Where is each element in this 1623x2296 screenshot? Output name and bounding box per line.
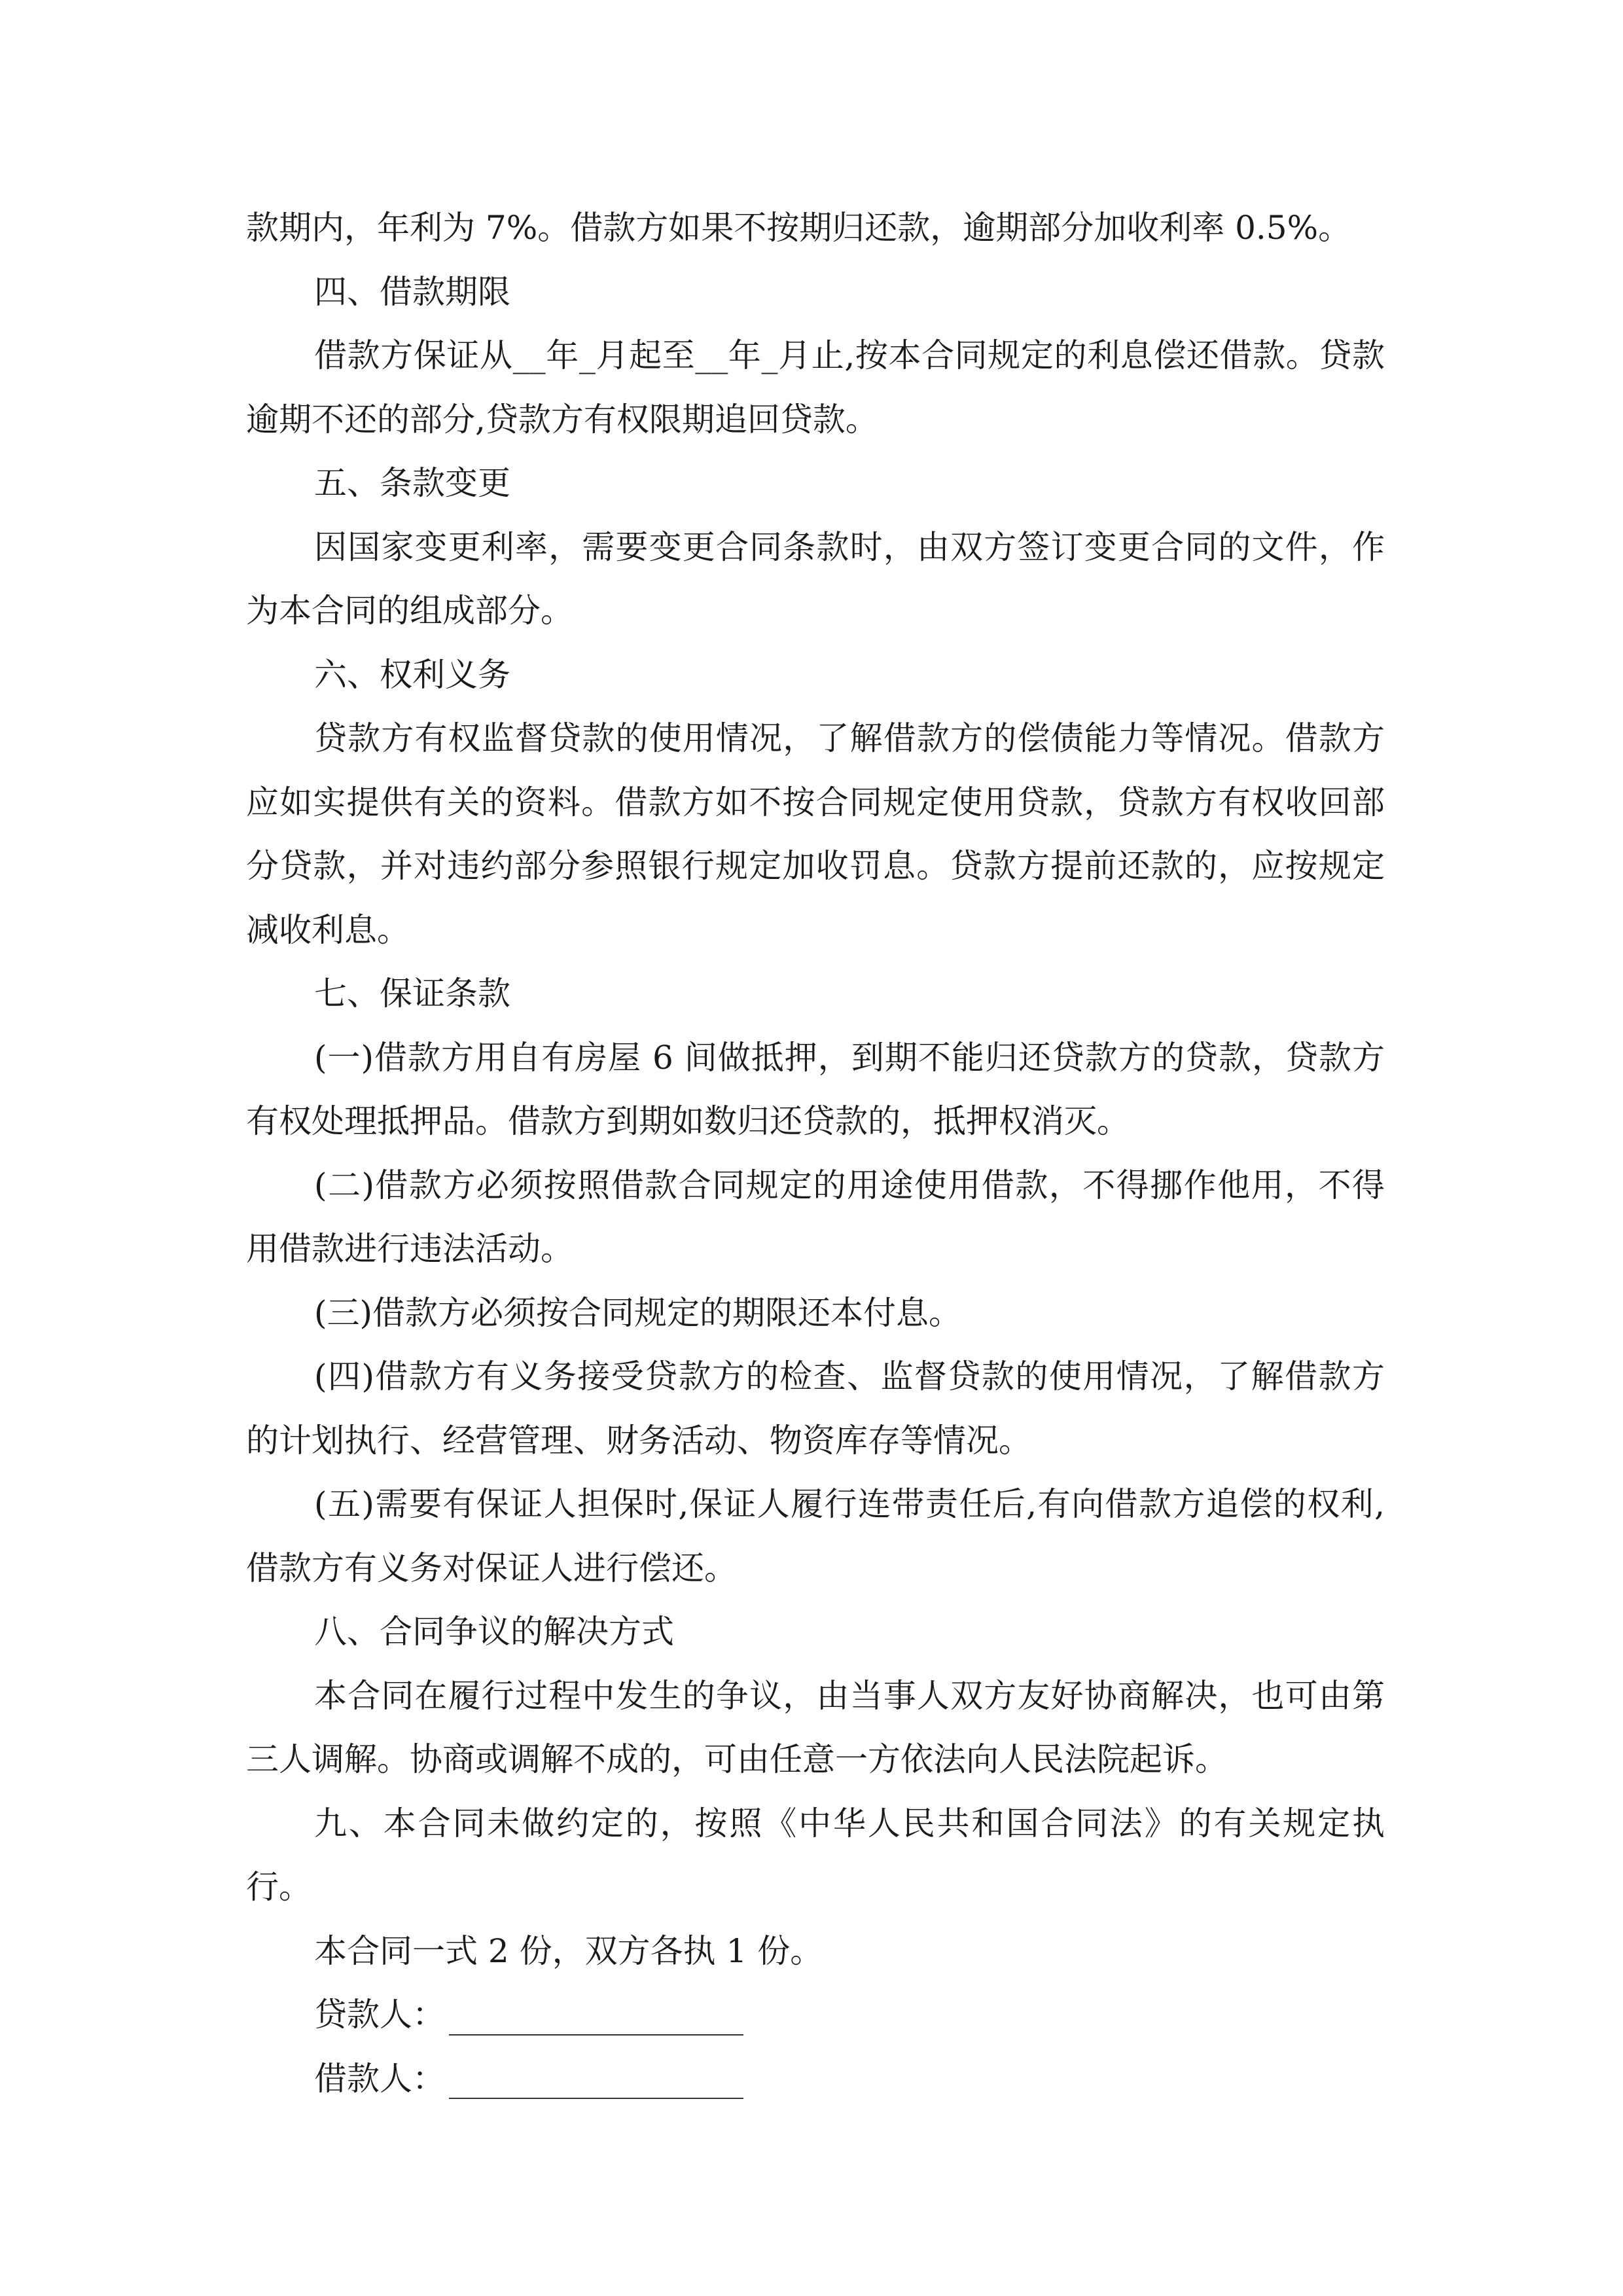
guarantee-item-4: (四)借款方有义务接受贷款方的检查、监督贷款的使用情况，了解借款方的计划执行、经营管理、财务活动、物资库存等情况。 [246,1357,1385,1460]
section-heading-rights-obligations: 六、权利义务 [314,655,510,694]
guarantee-item-3: (三)借款方必须按合同规定的期限还本付息。 [314,1293,962,1332]
borrower-label: 借款人： [314,2059,445,2098]
borrower-signature-line [246,2047,1385,2111]
section-heading-dispute-resolution: 八、合同争议的解决方式 [314,1613,674,1651]
lender-signature-blank[interactable] [449,1995,743,2036]
guarantee-item-5: (五)需要有保证人担保时,保证人履行连带责任后,有向借款方追偿的权利,借款方有义务对保证人进行偿还。 [246,1485,1385,1587]
section-heading-loan-term: 四、借款期限 [314,272,510,311]
section-paragraph: 本合同在履行过程中发生的争议，由当事人双方友好协商解决，也可由第三人调解。协商或调解不成的，可由任意一方依法向人民法院起诉。 [246,1676,1385,1778]
clause-nine: 九、本合同未做约定的，按照《中华人民共和国合同法》的有关规定执行。 [246,1804,1385,1906]
borrower-signature-blank[interactable] [449,2058,743,2099]
document-body [246,196,1385,2111]
section-paragraph: 借款方保证从__年_月起至__年_月止,按本合同规定的利息偿还借款。贷款逾期不还的部分,贷款方有权限期追回贷款。 [246,336,1385,439]
guarantee-item-2: (二)借款方必须按照借款合同规定的用途使用借款，不得挪作他用，不得用借款进行违法活动。 [246,1166,1385,1268]
continuation-text: 款期内，年利为 7%。借款方如果不按期归还款，逾期部分加收利率 0.5%。 [246,209,1351,247]
section-paragraph: 因国家变更利率，需要变更合同条款时，由双方签订变更合同的文件，作为本合同的组成部分。 [246,528,1385,630]
section-paragraph: 贷款方有权监督贷款的使用情况，了解借款方的偿债能力等情况。借款方应如实提供有关的资料。借款方如不按合同规定使用贷款，贷款方有权收回部分贷款，并对违约部分参照银行规定加收罚息。贷款方提前还款的，应按规定减收利息。 [246,719,1385,949]
lender-signature-line [246,1983,1385,2047]
copies-statement: 本合同一式 2 份，双方各执 1 份。 [314,1931,823,1970]
section-heading-guarantee: 七、保证条款 [314,975,510,1013]
guarantee-item-1: (一)借款方用自有房屋 6 间做抵押，到期不能归还贷款方的贷款，贷款方有权处理抵押品。借款方到期如数归还贷款的，抵押权消灭。 [246,1038,1385,1140]
lender-label: 贷款人： [314,1996,445,2034]
section-heading-clause-change: 五、条款变更 [314,464,510,502]
